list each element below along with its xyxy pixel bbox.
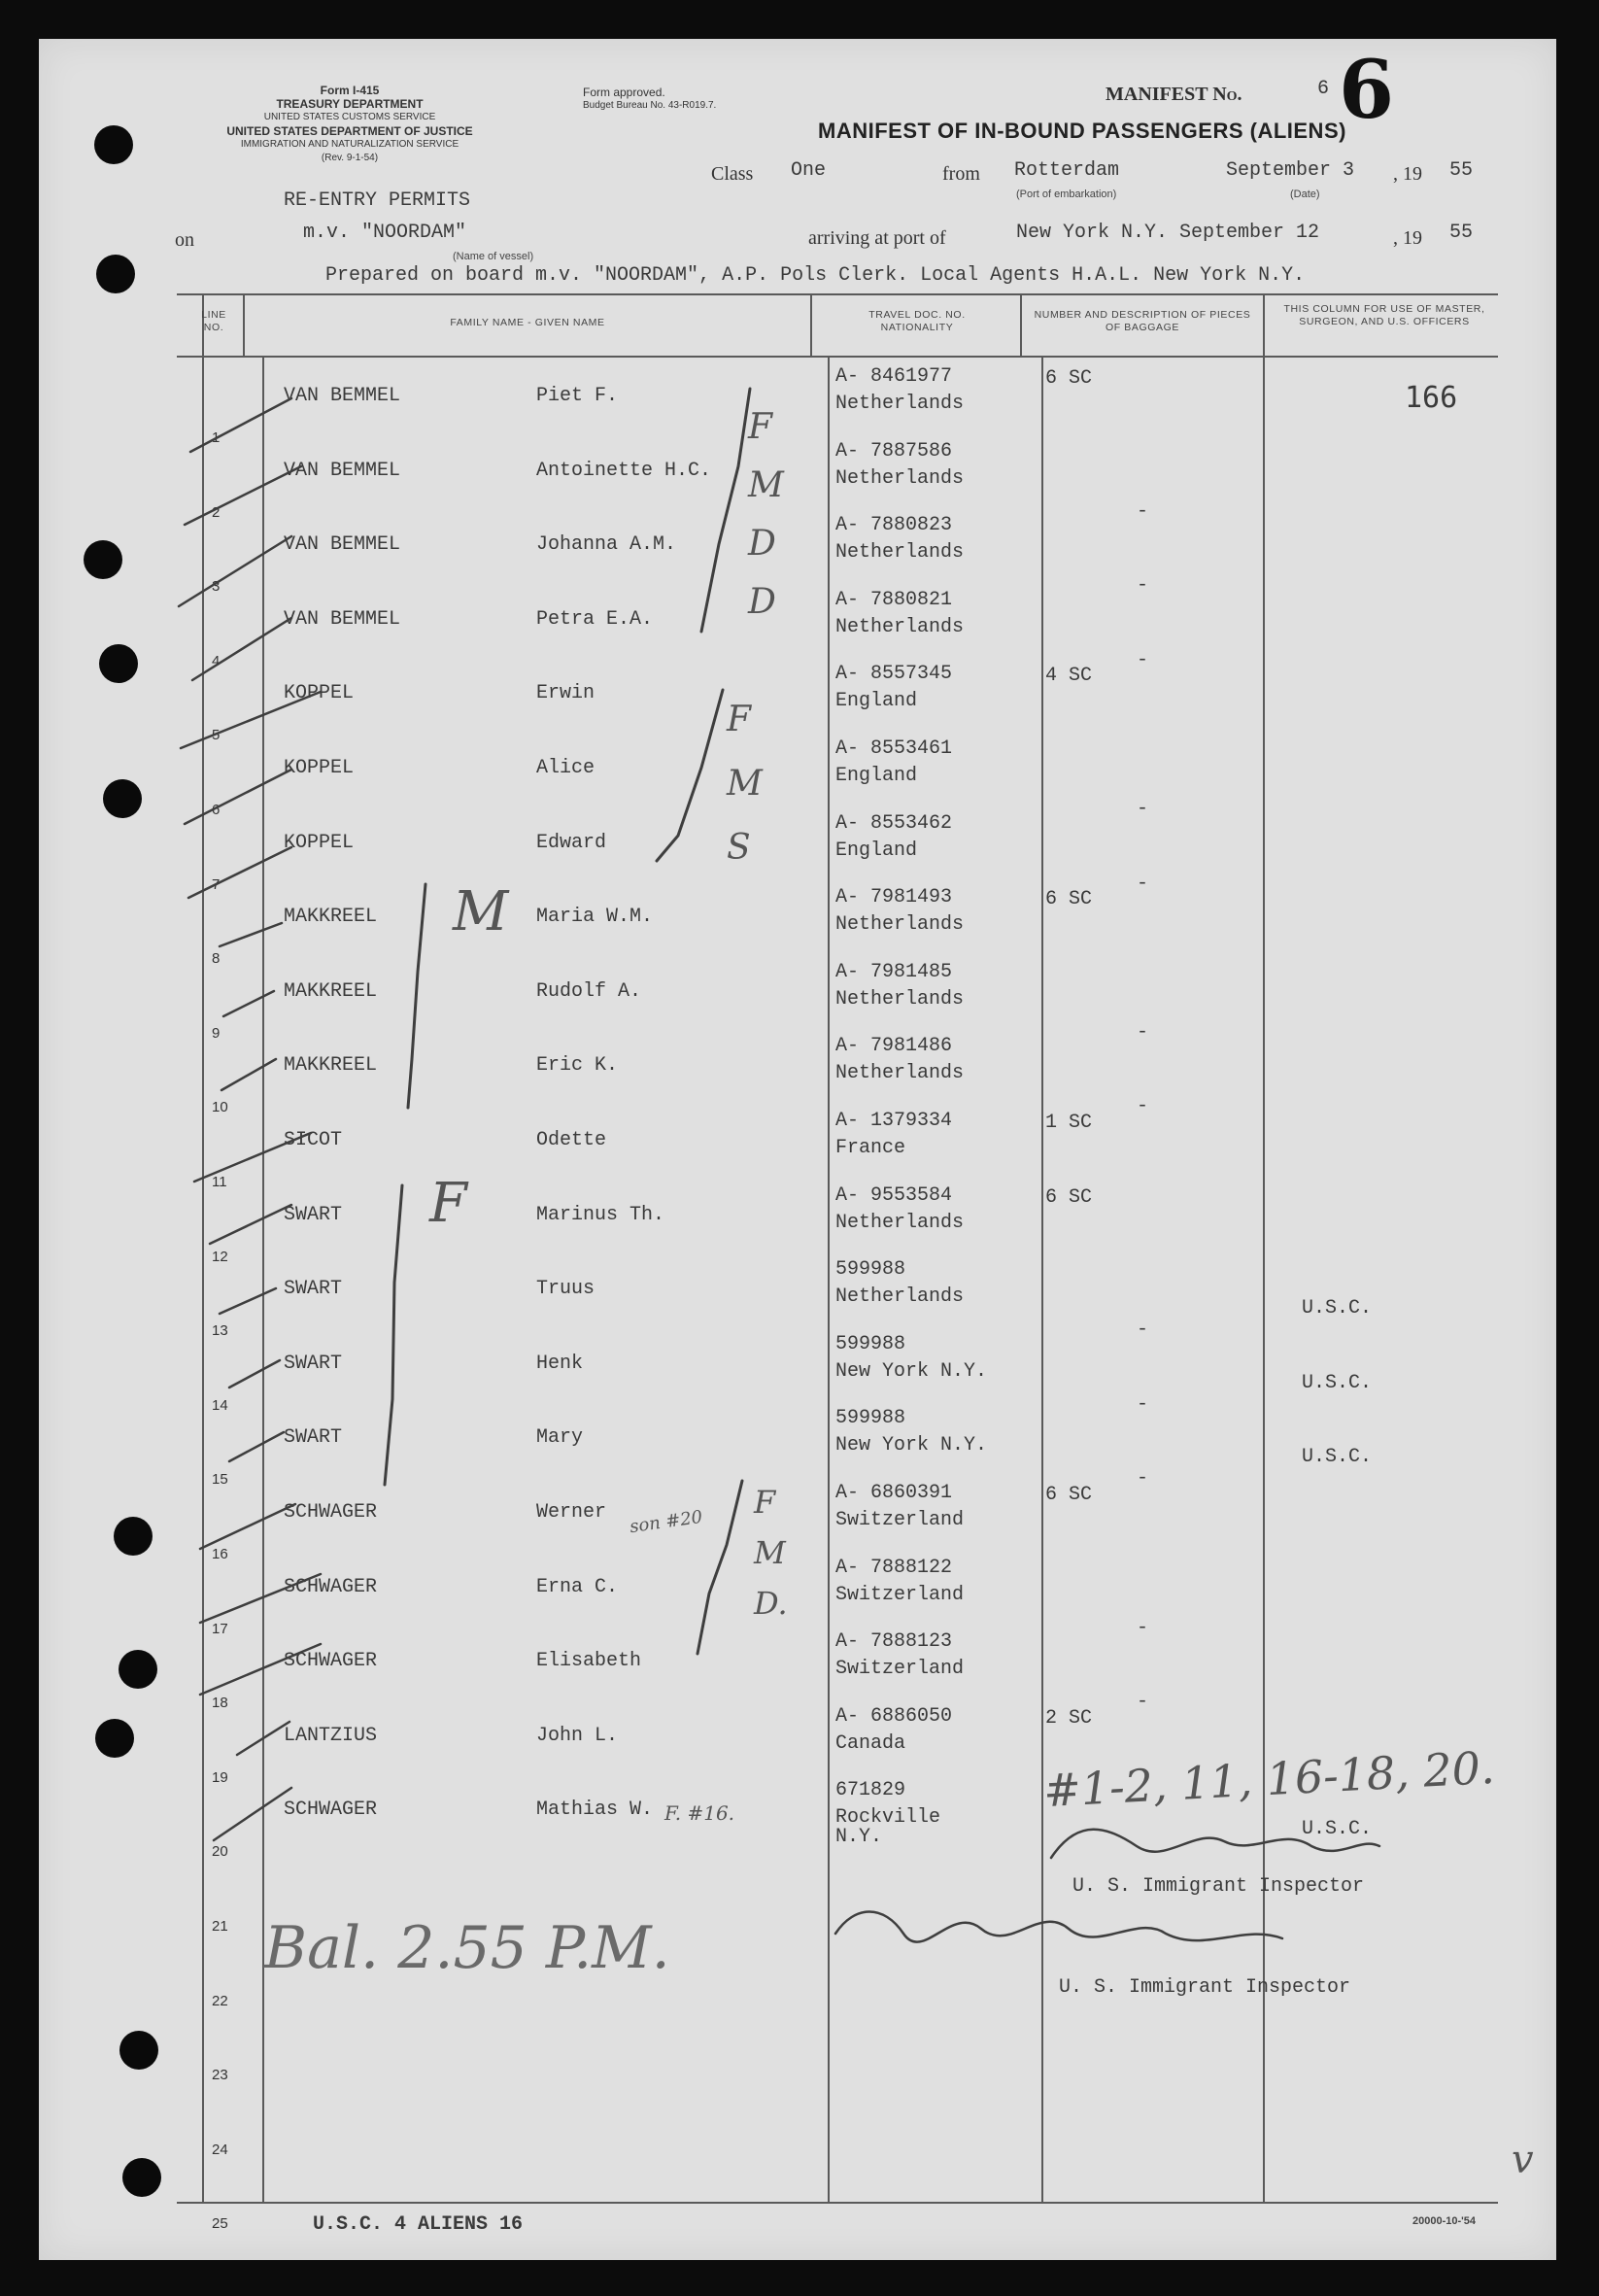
port-of-embarkation: Rotterdam bbox=[1014, 159, 1120, 182]
family-name: KOPPEL bbox=[284, 831, 355, 854]
given-name: Eric K. bbox=[536, 1054, 619, 1078]
handwritten-father-note: F. #16. bbox=[664, 1801, 735, 1825]
baggage-dash: - bbox=[1137, 499, 1149, 523]
line-number: 9 bbox=[212, 1024, 221, 1042]
line-number: 11 bbox=[212, 1174, 227, 1190]
form-approved: Form approved. bbox=[583, 86, 665, 99]
family-name: LANTZIUS bbox=[284, 1724, 378, 1747]
citizenship-mark: U.S.C. bbox=[1302, 1297, 1373, 1320]
given-name: Petra E.A. bbox=[536, 607, 654, 631]
baggage-dash: - bbox=[1137, 1020, 1149, 1044]
baggage-count: 6 SC bbox=[1045, 1185, 1093, 1209]
class-value: One bbox=[791, 159, 827, 182]
given-name: Piet F. bbox=[536, 385, 619, 407]
col-header-doc: TRAVEL DOC. NO. NATIONALITY bbox=[868, 309, 966, 333]
col-header-line-no: LINE NO. bbox=[201, 309, 226, 333]
line-number: 7 bbox=[212, 875, 221, 893]
nationality: Canada bbox=[835, 1731, 906, 1755]
travel-doc-number: A- 9553584 bbox=[835, 1183, 953, 1207]
nationality: Switzerland bbox=[835, 1509, 965, 1531]
line-number: 24 bbox=[212, 2141, 228, 2158]
nationality: Netherlands bbox=[835, 1211, 965, 1234]
travel-doc-number: 599988 bbox=[835, 1407, 906, 1430]
baggage-dash: - bbox=[1137, 1691, 1149, 1714]
travel-doc-number: A- 7887586 bbox=[835, 439, 953, 463]
family-name: SWART bbox=[284, 1426, 343, 1450]
form-number: Form I-415 bbox=[320, 84, 380, 97]
vessel-name: m.v. "NOORDAM" bbox=[303, 222, 467, 244]
handwritten-bal-note: Bal. 2.55 P.M. bbox=[264, 1914, 670, 1982]
travel-doc-number: A- 8553461 bbox=[835, 737, 953, 760]
travel-doc-number: A- 7880823 bbox=[835, 514, 953, 537]
line-number: 5 bbox=[212, 727, 221, 744]
vessel-caption: (Name of vessel) bbox=[453, 251, 534, 262]
class-label: Class bbox=[711, 163, 754, 185]
departure-date: September 3 bbox=[1226, 159, 1355, 182]
line-number: 17 bbox=[212, 1620, 228, 1637]
nationality: Netherlands bbox=[835, 1285, 965, 1309]
nationality: Netherlands bbox=[835, 987, 965, 1011]
prepared-by: Prepared on board m.v. "NOORDAM", A.P. Pols Clerk. Local Agents H.A.L. New York N.Y. bbox=[325, 264, 1306, 287]
form-revision: (Rev. 9-1-54) bbox=[321, 153, 379, 163]
family-name: SWART bbox=[284, 1203, 343, 1226]
nationality: England bbox=[835, 690, 918, 713]
treasury-dept: TREASURY DEPARTMENT bbox=[276, 97, 424, 111]
nationality: Netherlands bbox=[835, 615, 965, 638]
line-number: 14 bbox=[212, 1396, 228, 1414]
line-number: 8 bbox=[212, 950, 221, 968]
travel-doc-number: A- 7888123 bbox=[835, 1630, 953, 1654]
given-name: Rudolf A. bbox=[536, 979, 642, 1003]
given-name: Antoinette H.C. bbox=[536, 459, 712, 482]
budget-bureau-no: Budget Bureau No. 43-R019.7. bbox=[583, 100, 717, 111]
family-name: SWART bbox=[284, 1352, 343, 1375]
arrival-port-date: New York N.Y. September 12 bbox=[1016, 222, 1320, 244]
family-bracket-3 bbox=[408, 884, 425, 1108]
family-name: KOPPEL bbox=[284, 682, 355, 705]
line-number: 13 bbox=[212, 1322, 228, 1340]
year-prefix: , 19 bbox=[1393, 163, 1422, 185]
baggage-dash: - bbox=[1137, 1616, 1149, 1639]
nationality: England bbox=[835, 839, 918, 862]
line-number: 19 bbox=[212, 1768, 228, 1786]
line-number: 12 bbox=[212, 1248, 228, 1265]
baggage-dash: - bbox=[1137, 1095, 1149, 1118]
baggage-count: 4 SC bbox=[1045, 665, 1093, 688]
baggage-dash: - bbox=[1137, 574, 1149, 598]
line-number: 2 bbox=[212, 503, 221, 521]
line-number: 23 bbox=[212, 2067, 228, 2084]
manifest-number: 6 bbox=[1339, 44, 1395, 137]
baggage-count: 2 SC bbox=[1045, 1706, 1093, 1730]
arriving-label: arriving at port of bbox=[808, 227, 946, 249]
nationality: Switzerland bbox=[835, 1583, 965, 1606]
baggage-dash: - bbox=[1137, 1319, 1149, 1342]
arrival-year-prefix: , 19 bbox=[1393, 227, 1422, 249]
travel-doc-number: 671829 bbox=[835, 1779, 906, 1802]
nationality: England bbox=[835, 765, 918, 787]
baggage-count: 6 SC bbox=[1045, 367, 1093, 390]
family-name: SCHWAGER bbox=[284, 1799, 378, 1822]
given-name: Werner bbox=[536, 1501, 607, 1524]
print-code: 20000-10-'54 bbox=[1412, 2215, 1477, 2227]
baggage-dash: - bbox=[1137, 1467, 1149, 1491]
page-title: MANIFEST OF IN-BOUND PASSENGERS (ALIENS) bbox=[818, 119, 1346, 143]
family-name: VAN BEMMEL bbox=[284, 459, 401, 482]
family-name: MAKKREEL bbox=[284, 906, 378, 929]
baggage-count: 6 SC bbox=[1045, 1484, 1093, 1506]
travel-doc-number: A- 8553462 bbox=[835, 811, 953, 835]
travel-doc-number: 599988 bbox=[835, 1258, 906, 1282]
line-number: 20 bbox=[212, 1843, 228, 1861]
family-bracket-2 bbox=[657, 690, 723, 861]
nationality: New York N.Y. bbox=[835, 1359, 988, 1383]
baggage-dash: - bbox=[1137, 872, 1149, 895]
travel-doc-number: 599988 bbox=[835, 1332, 906, 1355]
travel-doc-number: A- 1379334 bbox=[835, 1110, 953, 1132]
line-number: 4 bbox=[212, 652, 221, 669]
baggage-dash: - bbox=[1137, 1392, 1149, 1416]
family-name: VAN BEMMEL bbox=[284, 385, 401, 407]
given-name: John L. bbox=[536, 1724, 619, 1747]
baggage-dash: - bbox=[1137, 798, 1149, 820]
line-number: 10 bbox=[212, 1099, 228, 1116]
inspector-signature-1 bbox=[1051, 1830, 1379, 1858]
port-caption: (Port of embarkation) bbox=[1016, 188, 1117, 200]
given-name: Henk bbox=[536, 1352, 584, 1375]
travel-doc-number: A- 7981486 bbox=[835, 1035, 953, 1058]
given-name: Elisabeth bbox=[536, 1650, 642, 1673]
citizenship-mark: U.S.C. bbox=[1302, 1446, 1373, 1469]
given-name: Mathias W. bbox=[536, 1799, 654, 1822]
line-number: 3 bbox=[212, 578, 221, 596]
nationality: New York N.Y. bbox=[835, 1434, 988, 1457]
from-label: from bbox=[942, 163, 980, 185]
handwritten-family-code-4: F bbox=[429, 1172, 467, 1235]
given-name: Maria W.M. bbox=[536, 906, 654, 929]
nationality: Netherlands bbox=[835, 466, 965, 490]
travel-doc-number: A- 7888122 bbox=[835, 1556, 953, 1579]
family-name: MAKKREEL bbox=[284, 1054, 378, 1078]
family-name: SCHWAGER bbox=[284, 1575, 378, 1598]
reentry-permits: RE-ENTRY PERMITS bbox=[284, 189, 471, 212]
nationality: Rockville N.Y. bbox=[835, 1806, 941, 1849]
family-bracket-1 bbox=[701, 389, 750, 632]
travel-doc-number: A- 8557345 bbox=[835, 663, 953, 686]
nationality: Netherlands bbox=[835, 913, 965, 937]
family-name: SICOT bbox=[284, 1129, 343, 1151]
given-name: Edward bbox=[536, 831, 607, 854]
footer-totals: U.S.C. 4 ALIENS 16 bbox=[313, 2213, 524, 2236]
handwritten-family-codes-1: F M D D bbox=[748, 407, 784, 622]
handwritten-family-codes-2: F M S bbox=[727, 700, 763, 868]
line-number: 18 bbox=[212, 1695, 228, 1712]
travel-doc-number: A- 7981485 bbox=[835, 960, 953, 983]
family-bracket-5 bbox=[697, 1481, 742, 1654]
citizenship-mark: U.S.C. bbox=[1302, 1818, 1373, 1841]
customs-service: UNITED STATES CUSTOMS SERVICE bbox=[263, 112, 436, 122]
family-name: SCHWAGER bbox=[284, 1650, 378, 1673]
given-name: Erwin bbox=[536, 682, 595, 705]
family-name: MAKKREEL bbox=[284, 979, 378, 1003]
given-name: Marinus Th. bbox=[536, 1203, 665, 1226]
family-name: VAN BEMMEL bbox=[284, 607, 401, 631]
justice-dept: UNITED STATES DEPARTMENT OF JUSTICE bbox=[226, 124, 473, 138]
col-header-officers: THIS COLUMN FOR USE OF MASTER, SURGEON, AND U.S. OFFICERS bbox=[1283, 303, 1485, 327]
baggage-count: 1 SC bbox=[1045, 1112, 1093, 1134]
line-number: 6 bbox=[212, 802, 221, 818]
col-header-name: FAMILY NAME - GIVEN NAME bbox=[450, 317, 605, 328]
manifest-number-prefix: 6 bbox=[1317, 78, 1330, 100]
arrival-year: 55 bbox=[1449, 222, 1474, 244]
handwritten-line-reference: #1-2, 11, 16-18, 20. bbox=[1041, 1740, 1496, 1818]
line-number: 22 bbox=[212, 1992, 228, 2009]
travel-doc-number: A- 6886050 bbox=[835, 1704, 953, 1728]
inspector-signature-2 bbox=[835, 1912, 1282, 1942]
given-name: Mary bbox=[536, 1426, 584, 1450]
family-name: VAN BEMMEL bbox=[284, 533, 401, 557]
given-name: Erna C. bbox=[536, 1575, 619, 1598]
manifest-number-label: MANIFEST No. bbox=[1106, 84, 1242, 105]
line-number: 25 bbox=[212, 2215, 228, 2233]
departure-year: 55 bbox=[1449, 159, 1474, 182]
travel-doc-number: A- 7880821 bbox=[835, 588, 953, 611]
citizenship-mark: U.S.C. bbox=[1302, 1371, 1373, 1394]
given-name: Odette bbox=[536, 1129, 607, 1151]
line-number: 21 bbox=[212, 1918, 228, 1935]
line-number: 16 bbox=[212, 1546, 228, 1562]
inspector-label-1: U. S. Immigrant Inspector bbox=[1072, 1875, 1365, 1898]
inspector-label-2: U. S. Immigrant Inspector bbox=[1059, 1976, 1351, 1999]
ins-service: IMMIGRATION AND NATURALIZATION SERVICE bbox=[240, 139, 459, 150]
nationality: Netherlands bbox=[835, 393, 965, 415]
baggage-count: 6 SC bbox=[1045, 888, 1093, 911]
line-number: 1 bbox=[212, 429, 221, 446]
on-label: on bbox=[175, 229, 194, 251]
given-name: Alice bbox=[536, 757, 595, 779]
col-header-baggage: NUMBER AND DESCRIPTION OF PIECES OF BAGGAGE bbox=[1034, 309, 1251, 333]
travel-doc-number: A- 6860391 bbox=[835, 1482, 953, 1504]
given-name: Johanna A.M. bbox=[536, 533, 677, 557]
corner-check-mark: v bbox=[1512, 2138, 1534, 2182]
given-name: Truus bbox=[536, 1278, 595, 1301]
officer-number: 166 bbox=[1405, 381, 1458, 415]
travel-doc-number: A- 7981493 bbox=[835, 886, 953, 909]
handwritten-son-note: son #20 bbox=[628, 1506, 704, 1538]
family-name: SCHWAGER bbox=[284, 1501, 378, 1524]
baggage-dash: - bbox=[1137, 648, 1149, 671]
handwritten-family-codes-5: F M D. bbox=[754, 1484, 788, 1622]
nationality: Netherlands bbox=[835, 541, 965, 565]
nationality: Switzerland bbox=[835, 1658, 965, 1681]
family-name: SWART bbox=[284, 1278, 343, 1301]
travel-doc-number: A- 8461977 bbox=[835, 365, 953, 388]
date-caption: (Date) bbox=[1290, 188, 1320, 200]
nationality: Netherlands bbox=[835, 1062, 965, 1085]
family-bracket-4 bbox=[385, 1185, 402, 1485]
nationality: France bbox=[835, 1137, 906, 1159]
handwritten-family-code-3: M bbox=[453, 880, 509, 943]
family-name: KOPPEL bbox=[284, 757, 355, 779]
line-number: 15 bbox=[212, 1471, 228, 1489]
